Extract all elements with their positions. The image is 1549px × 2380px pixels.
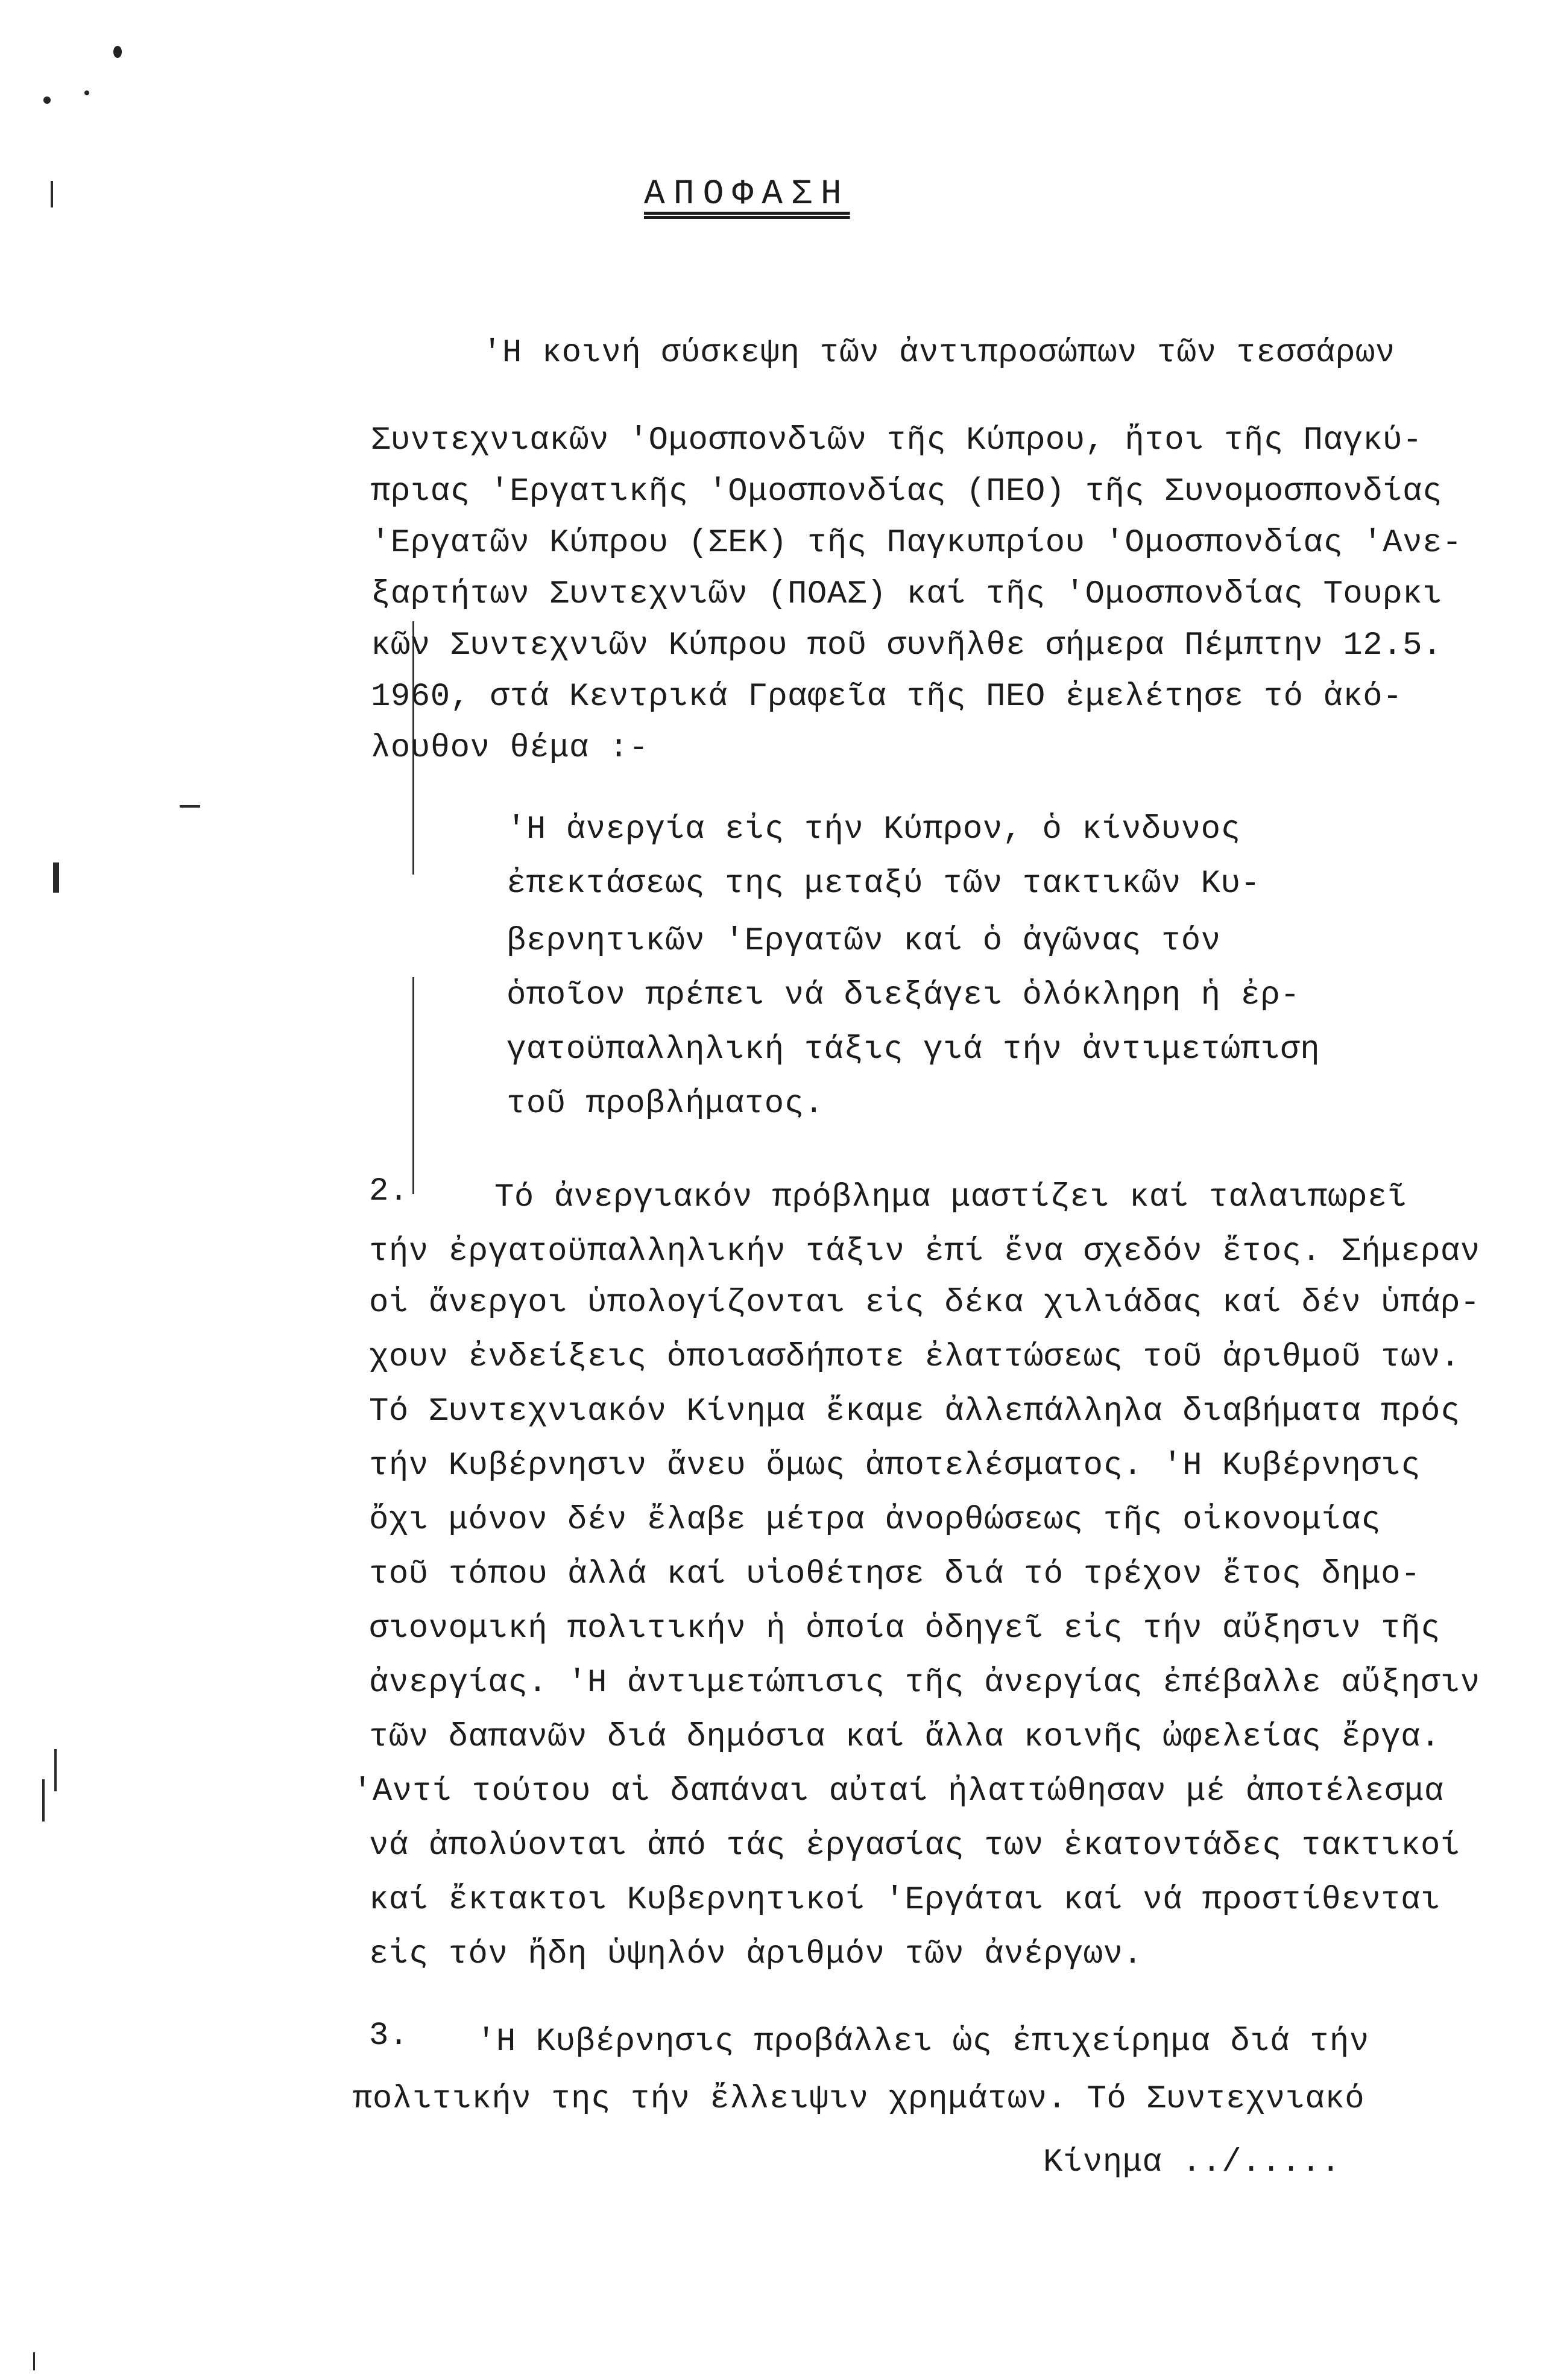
intro-line: 1960, στά Κεντρικά Γραφεῖα τῆς ΠΕΟ ἐμελέτησε τό ἀκό- — [371, 679, 1403, 715]
intro-line: λουθον θέμα :- — [371, 730, 649, 767]
intro-line: κῶν Συντεχνιῶν Κύπρου ποῦ συνῆλθε σήμερα Πέμπτην 12.5. — [371, 627, 1442, 664]
section2-line: τοῦ τόπου ἀλλά καί υἱοθέτησε διά τό τρέχον ἔτος δημο- — [369, 1556, 1421, 1593]
section2-line: Τό Συντεχνιακόν Κίνημα ἔκαμε ἀλλεπάλληλα διαβήματα πρός — [369, 1393, 1460, 1430]
scan-speck — [113, 46, 122, 58]
section3-line: 'Η Κυβέρνησις προβάλλει ὡς ἐπιχείρημα διά τήν — [476, 2024, 1369, 2060]
section2-line: εἰς τόν ἤδη ὑψηλόν ἀριθμόν τῶν ἀνέργων. — [369, 1936, 1143, 1973]
scan-mark — [42, 1779, 45, 1821]
section2-line: οἱ ἄνεργοι ὑπολογίζονται εἰς δέκα χιλιάδας καί δέν ὑπάρ- — [369, 1285, 1480, 1321]
intro-line: ξαρτήτων Συντεχνιῶν (ΠΟΑΣ) καί τῆς 'Ομοσπονδίας Τουρκι — [371, 576, 1442, 613]
page-continuation: Κίνημα ../..... — [1043, 2144, 1341, 2181]
topic-line: ὁποῖον πρέπει νά διεξάγει ὁλόκληρη ἡ ἐρ- — [506, 977, 1301, 1014]
scan-mark — [51, 181, 53, 207]
section2-line: τῶν δαπανῶν διά δημόσια καί ἄλλα κοινῆς ὠφελείας ἔργα. — [369, 1719, 1440, 1756]
scan-speck — [43, 97, 51, 104]
topic-line: βερνητικῶν 'Εργατῶν καί ὁ ἀγῶνας τόν — [506, 923, 1221, 960]
topic-line: γατοϋπαλληλική τάξις γιά τήν ἀντιμετώπιση — [506, 1031, 1320, 1068]
scan-mark — [54, 1749, 57, 1791]
section2-line: ὄχι μόνον δέν ἔλαβε μέτρα ἀνορθώσεως τῆς οἰκονομίας — [369, 1502, 1381, 1539]
section3-line: πολιτικήν της τήν ἔλλειψιν χρημάτων. Τό Συντεχνιακό — [353, 2081, 1365, 2118]
section2-line: τήν ἐργατοϋπαλληλικήν τάξιν ἐπί ἕνα σχεδόν ἔτος. Σήμεραν — [369, 1233, 1480, 1270]
document-title: ΑΠΟΦΑΣΗ — [644, 175, 850, 214]
margin-bracket — [412, 977, 414, 1194]
topic-line: τοῦ προβλήματος. — [506, 1086, 824, 1122]
section2-line: Τό ἀνεργιακόν πρόβλημα μαστίζει καί ταλαιπωρεῖ — [494, 1179, 1407, 1216]
scan-speck — [84, 90, 89, 95]
intro-line: 'Η κοινή σύσκεψη τῶν ἀντιπροσώπων τῶν τεσσάρων — [482, 335, 1395, 372]
intro-line: 'Εργατῶν Κύπρου (ΣΕΚ) τῆς Παγκυπρίου 'Ομοσπονδίας 'Ανε- — [371, 525, 1462, 562]
intro-line: πριας 'Εργατικῆς 'Ομοσπονδίας (ΠΕΟ) τῆς Συνομοσπονδίας — [371, 473, 1442, 510]
section-number: 2. — [369, 1173, 409, 1210]
scan-mark — [33, 2352, 35, 2370]
section2-line: τήν Κυβέρνησιν ἄνευ ὅμως ἀποτελέσματος. 'Η Κυβέρνησις — [369, 1448, 1421, 1484]
topic-line: 'Η ἀνεργία εἰς τήν Κύπρον, ὁ κίνδυνος — [506, 811, 1241, 848]
section2-line: 'Αντί τούτου αἱ δαπάναι αὐταί ἠλαττώθησαν μέ ἀποτέλεσμα — [353, 1773, 1444, 1810]
scan-mark — [180, 805, 200, 808]
section2-line: καί ἔκτακτοι Κυβερνητικοί 'Εργάται καί νά προστίθενται — [369, 1882, 1440, 1919]
section2-line: νά ἀπολύονται ἀπό τάς ἐργασίας των ἑκατοντάδες τακτικοί — [369, 1828, 1460, 1864]
scan-mark — [53, 862, 59, 893]
section2-line: σιονομική πολιτικήν ἡ ὁποία ὁδηγεῖ εἰς τήν αὔξησιν τῆς — [369, 1610, 1440, 1647]
intro-line: Συντεχνιακῶν 'Ομοσπονδιῶν τῆς Κύπρου, ἤτοι τῆς Παγκύ- — [371, 422, 1422, 459]
topic-line: ἐπεκτάσεως της μεταξύ τῶν τακτικῶν Κυ- — [506, 866, 1261, 902]
section2-line: χουν ἐνδείξεις ὁποιασδήποτε ἐλαττώσεως τοῦ ἀριθμοῦ των. — [369, 1339, 1460, 1376]
section-number: 3. — [369, 2018, 409, 2054]
section2-line: ἀνεργίας. 'Η ἀντιμετώπισις τῆς ἀνεργίας ἐπέβαλλε αὔξησιν — [369, 1665, 1480, 1701]
